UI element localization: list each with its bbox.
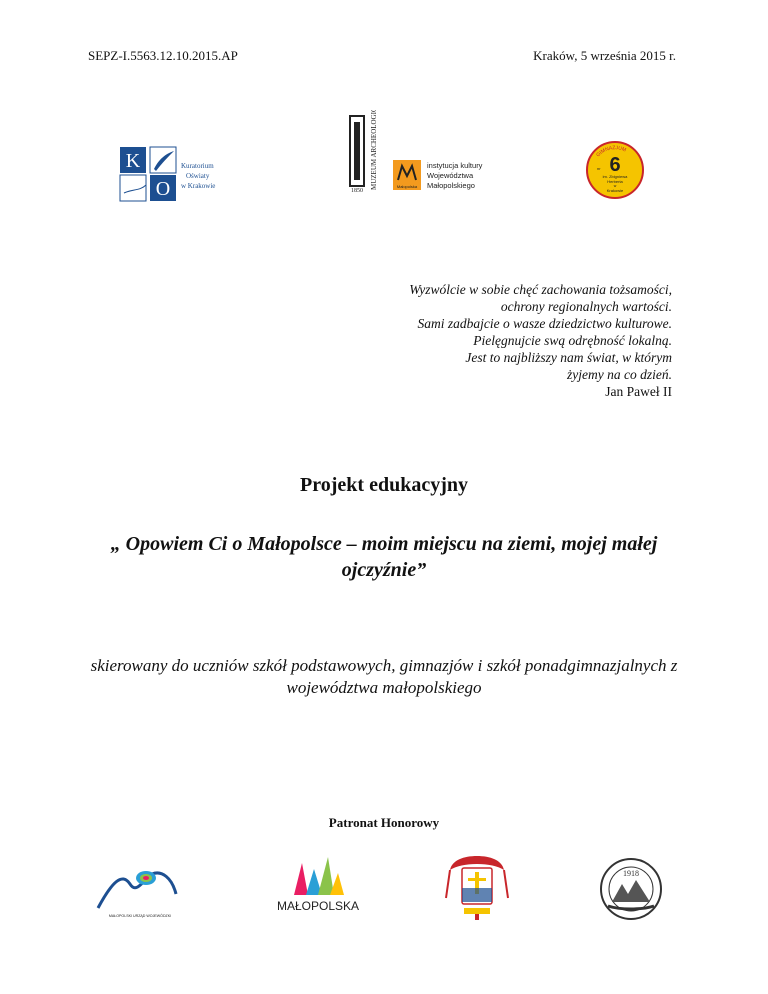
gimnazjum-6-logo (585, 140, 645, 200)
svg-text:Kuratorium: Kuratorium (181, 162, 214, 170)
document-date: Kraków, 5 września 2015 r. (533, 48, 676, 63)
kuratorium-letter-o: O (155, 178, 171, 200)
svg-text:Małopolskiego: Małopolskiego (427, 181, 475, 190)
project-target-audience: skierowany do uczniów szkół podstawowych, gimnazjów i szkół ponadgimnazjalnych z województwa małopolskiego (90, 656, 678, 697)
svg-text:6: 6 (609, 154, 621, 176)
project-title: Projekt edukacyjny (300, 474, 468, 496)
quote-line: żyjemy na co dzień. (567, 367, 672, 382)
svg-text:nr: nr (597, 166, 601, 171)
svg-text:Oświaty: Oświaty (186, 172, 210, 180)
quote-line: Jest to najbliższy nam świat, w którym (465, 350, 672, 365)
svg-text:GIMNAZJUM: GIMNAZJUM (595, 145, 627, 159)
quote-line: Pielęgnujcie swą odrębność lokalną. (473, 333, 672, 348)
svg-text:MUZEUM ARCHEOLOGICZNE W KRAKOW: MUZEUM ARCHEOLOGICZNE W KRAKOWIE (370, 110, 378, 190)
svg-text:1850: 1850 (351, 188, 363, 194)
malopolska-logo (268, 855, 368, 915)
svg-text:Herberta: Herberta (607, 179, 623, 184)
honorary-patronage-heading: Patronat Honorowy (328, 815, 440, 830)
quote-line: ochrony regionalnych wartości. (500, 299, 672, 314)
svg-text:Krakowie: Krakowie (606, 188, 624, 193)
archdiocese-coat-of-arms (444, 852, 510, 922)
kuratorium-letter-k: K (125, 150, 141, 172)
kuratorium-logo (118, 145, 238, 205)
quote-line: Sami zadbajcie o wasze dziedzictwo kulturowe. (417, 316, 672, 331)
quote-line: Wyzwólcie w sobie chęć zachowania tożsamości, (409, 282, 672, 297)
svg-text:MAŁOPOLSKA: MAŁOPOLSKA (276, 899, 360, 913)
svg-text:Małopolska: Małopolska (396, 184, 418, 189)
malopolski-urzad-wojewodzki-logo (92, 862, 188, 920)
svg-text:w: w (613, 184, 617, 188)
svg-text:1918: 1918 (623, 869, 639, 878)
svg-text:MAŁOPOLSKI URZĄD WOJEWÓDZKI: MAŁOPOLSKI URZĄD WOJEWÓDZKI (108, 914, 172, 918)
instytucja-kultury-logo (393, 158, 513, 194)
quote-author: Jan Paweł II (605, 384, 672, 399)
svg-text:instytucja kultury: instytucja kultury (427, 161, 483, 170)
muzeum-archeologiczne-logo (346, 110, 388, 194)
svg-text:Województwa: Województwa (427, 171, 474, 180)
document-reference: SEPZ-I.5563.12.10.2015.AP (88, 48, 238, 63)
svg-text:w Krakowie: w Krakowie (181, 182, 216, 190)
project-subtitle: „ Opowiem Ci o Małopolsce – moim miejscu na ziemi, mojej małej ojczyźnie” (110, 533, 658, 581)
quote-block (312, 281, 672, 400)
pttk-logo (598, 856, 664, 922)
svg-text:im. Zbigniewa: im. Zbigniewa (602, 174, 628, 179)
